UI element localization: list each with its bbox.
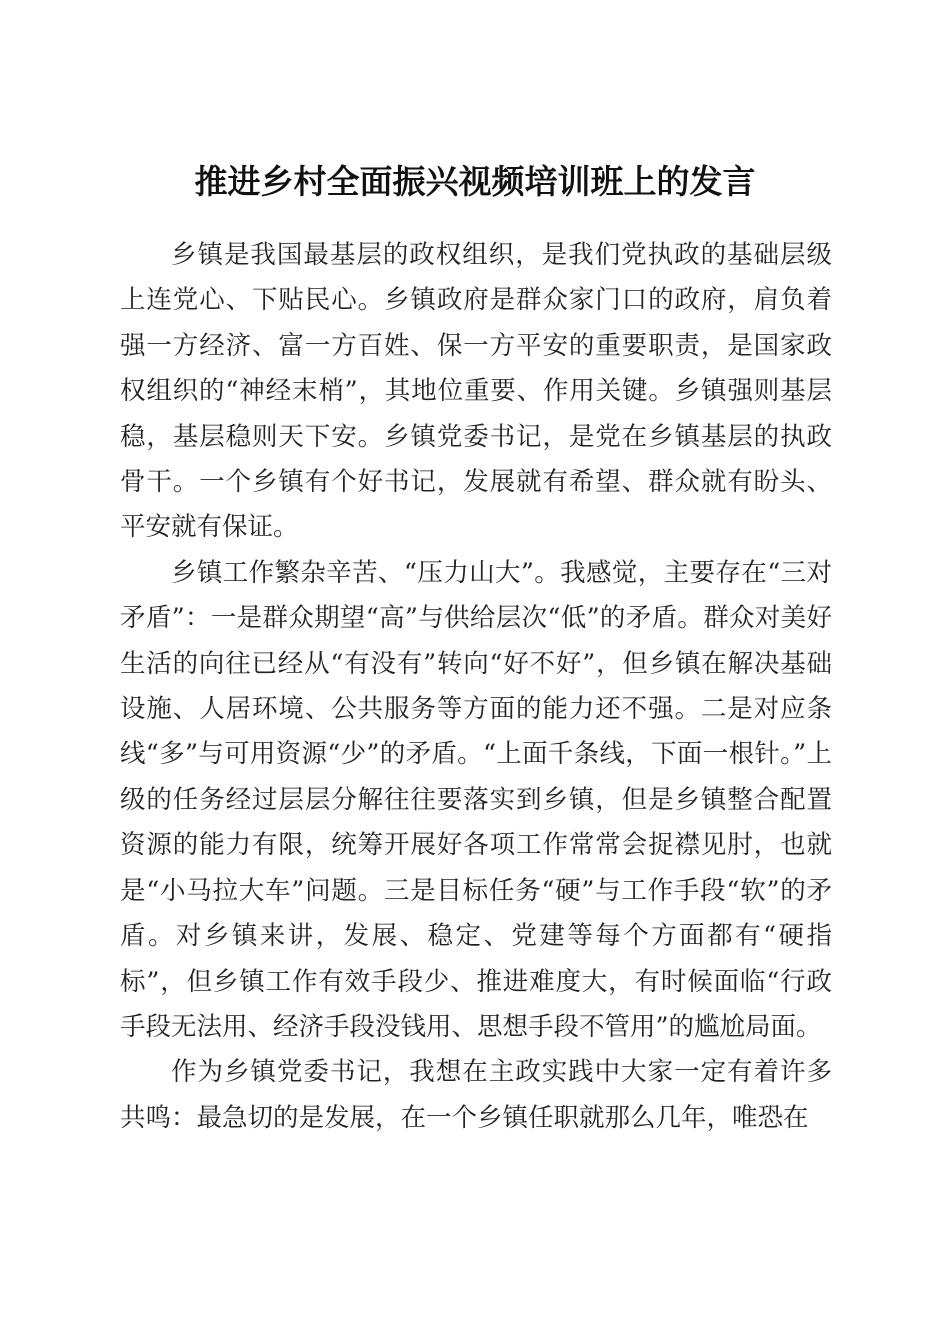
document-title: 推进乡村全面振兴视频培训班上的发言: [194, 162, 756, 202]
paragraph: 乡镇是我国最基层的政权组织，是我们党执政的基础层级上连党心、下贴民心。乡镇政府是群众家门口的政府，肩负着强一方经济、富一方百姓、保一方平安的重要职责，是国家政权组织的“神经末梢”，其地位重要、作用关键。乡镇强则基层稳，基层稳则天下安。乡镇党委书记，是党在乡镇基层的执政骨干。一个乡镇有个好书记，发展就有希望、群众就有盼头、平安就有保证。: [120, 240, 832, 543]
paragraph: 作为乡镇党委书记，我想在主政实践中大家一定有着许多共鸣：最急切的是发展，在一个乡镇任职就那么几年，唯恐在: [120, 1057, 832, 1133]
paragraph: 乡镇工作繁杂辛苦、“压力山大”。我感觉，主要存在“三对矛盾”：一是群众期望“高”与供给层次“低”的矛盾。群众对美好生活的向往已经从“有没有”转向“好不好”，但乡镇在解决基础设施、人居环境、公共服务等方面的能力还不强。二是对应条线“多”与可用资源“少”的矛盾。“上面千条线，下面一根针。”上级的任务经过层层分解往往要落实到乡镇，但是乡镇整合配置资源的能力有限，统筹开展好各项工作常常会捉襟见肘，也就是“小马拉大车”问题。三是目标任务“硬”与工作手段“软”的矛盾。对乡镇来讲，发展、稳定、党建等每个方面都有“硬指标”，但乡镇工作有效手段少、推进难度大，有时候面临“行政手段无法用、经济手段没钱用、思想手段不管用”的尴尬局面。: [120, 557, 832, 1042]
document-body: [120, 233, 832, 1141]
